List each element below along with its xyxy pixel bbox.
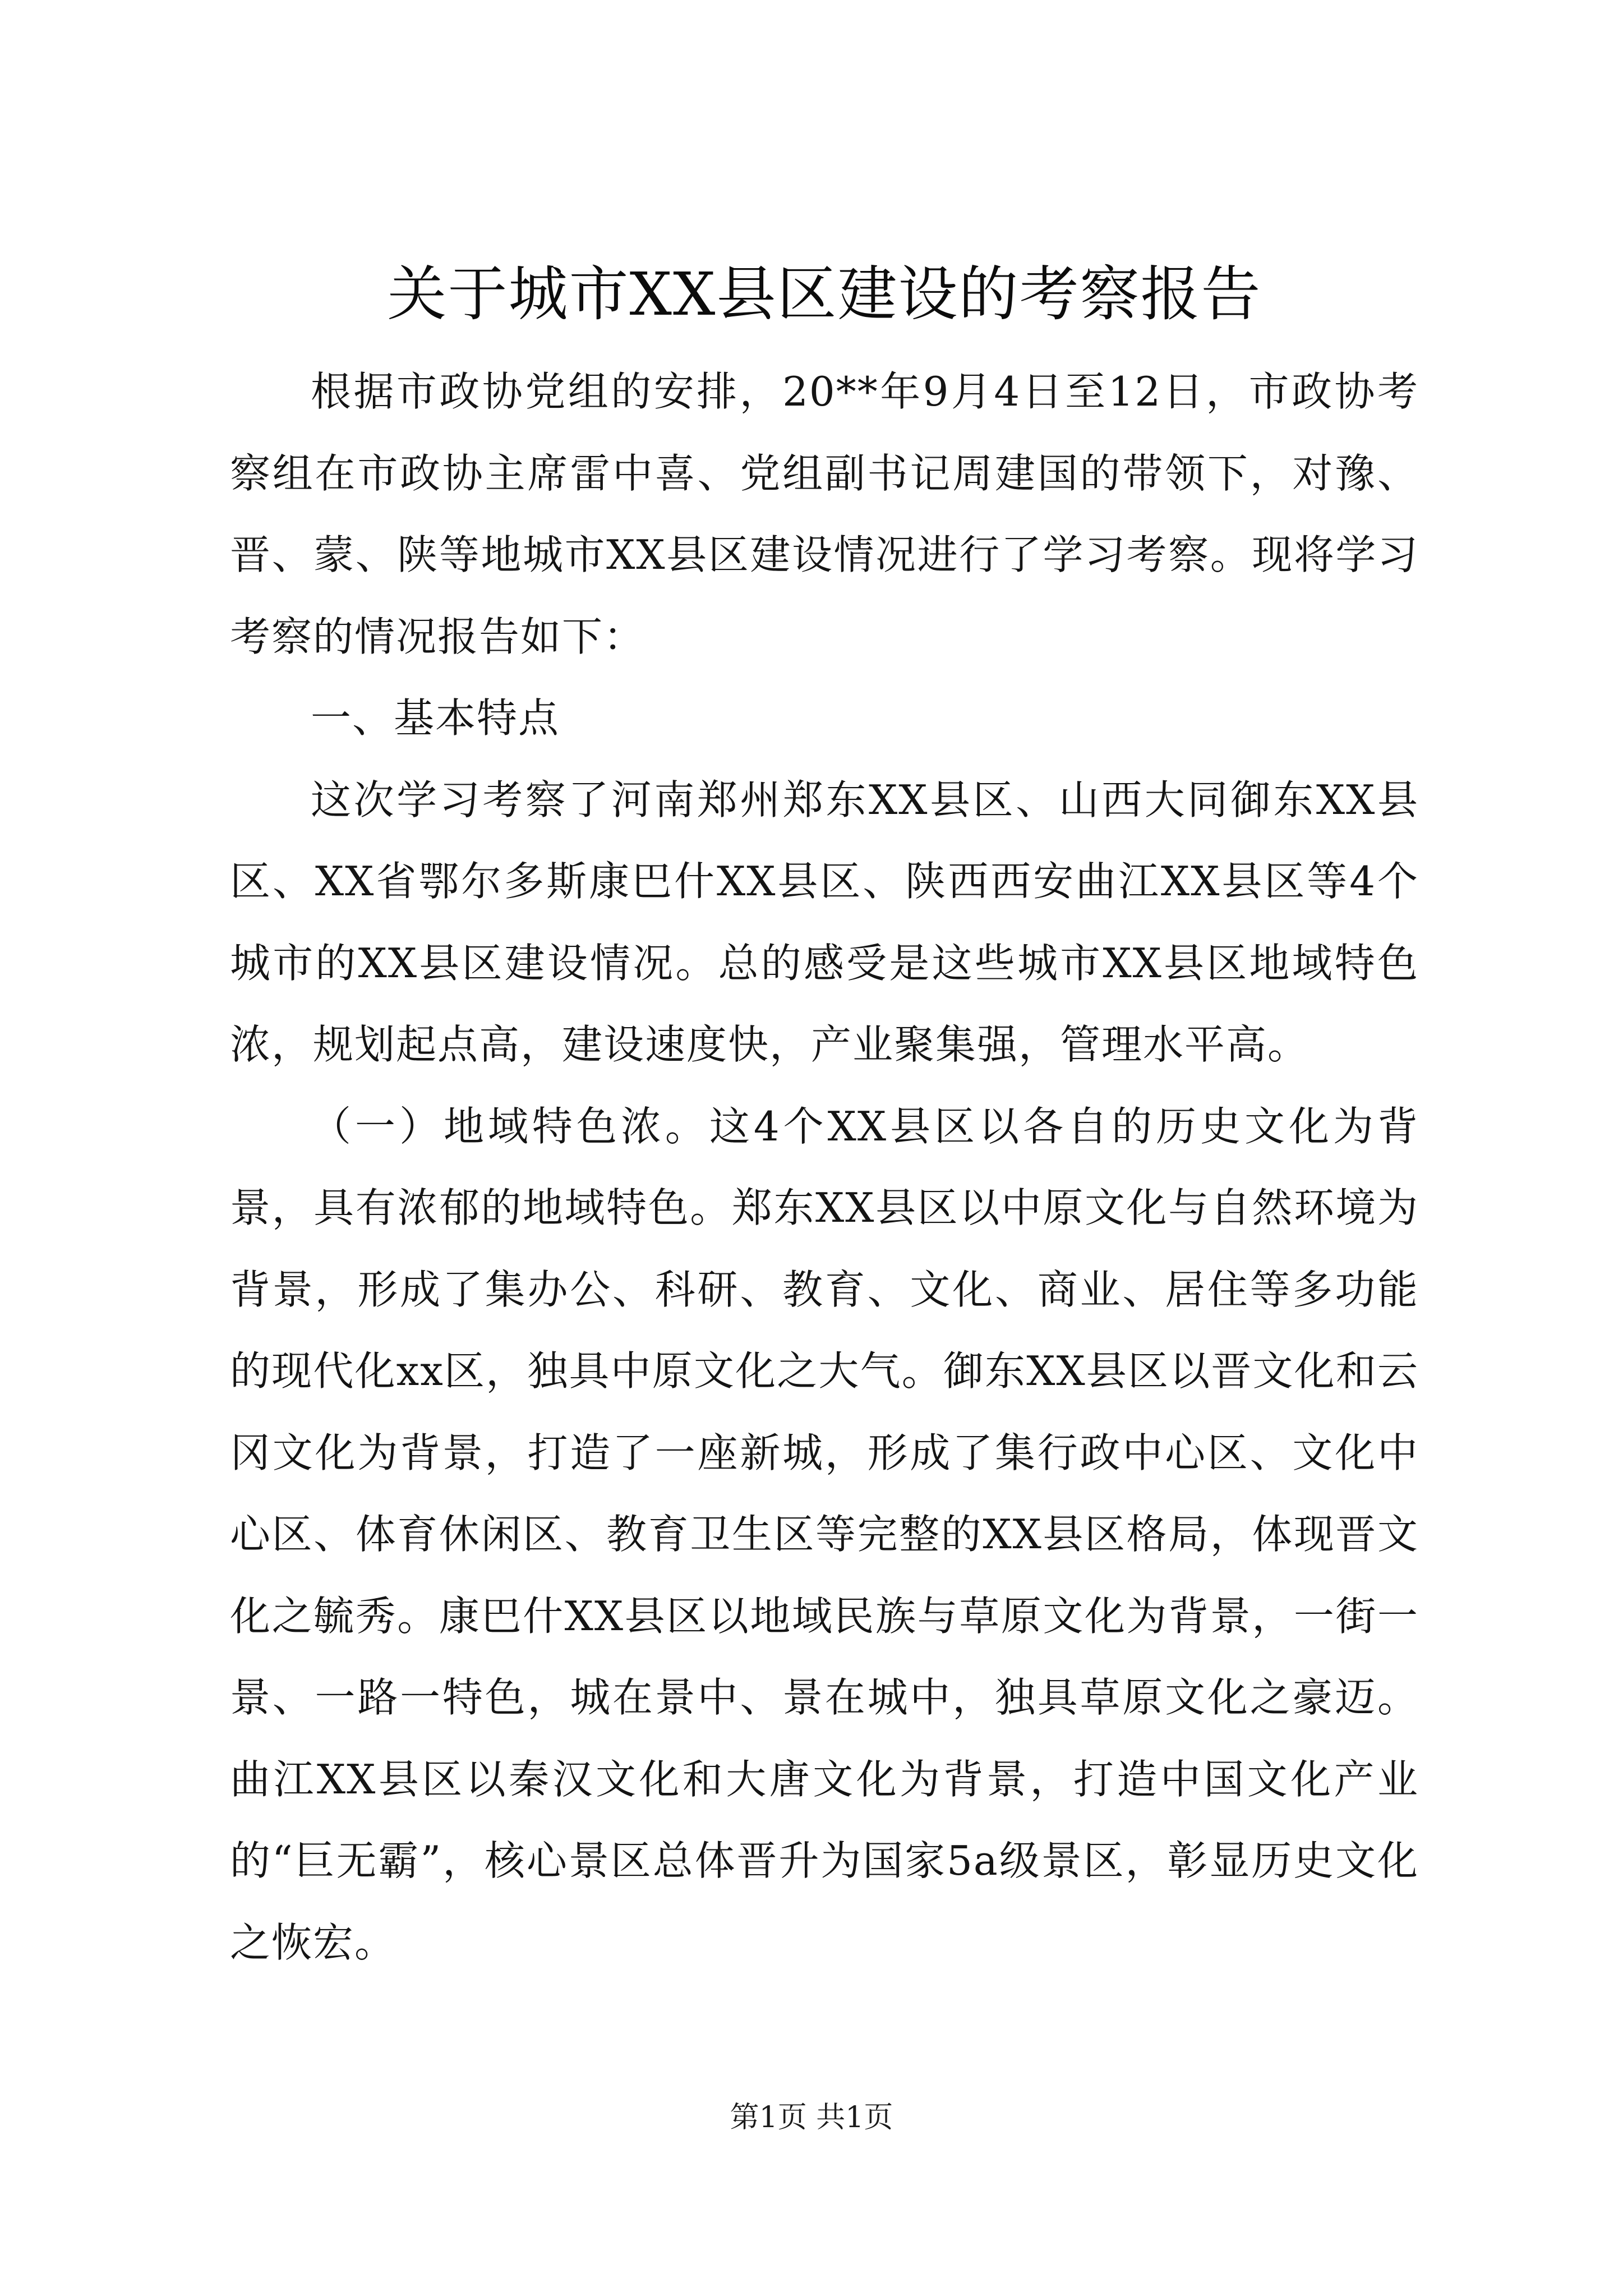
document-title: 关于城市XX县区建设的考察报告 [387,260,1262,329]
overview-paragraph: 这次学习考察了河南郑州郑东XX县区、山西大同御东XX县区、XX省鄂尔多斯康巴什XX县区、陕西西安曲江XX县区等4个城市的XX县区建设情况。总的感受是这些城市XX县区地域特色浓，规划起点高，建设速度快，产业聚集强，管理水平高。 [230,776,1419,1068]
regional-features-paragraph: （一）地域特色浓。这4个XX县区以各自的历史文化为背景，具有浓郁的地域特色。郑东XX县区以中原文化与自然环境为背景，形成了集办公、科研、教育、文化、商业、居住等多功能的现代化xx区，独具中原文化之大气。御东XX县区以晋文化和云冈文化为背景，打造了一座新城，形成了集行政中心区、文化中心区、体育休闲区、教育卫生区等完整的XX县区格局，体现晋文化之毓秀。康巴什XX县区以地域民族与草原文化为背景，一街一景、一路一特色，城在景中、景在城中，独具草原文化之豪迈。曲江XX县区以秦汉文化和大唐文化为背景，打造中国文化产业的“巨无霸”，核心景区总体晋升为国家5a级景区，彰显历史文化之恢宏。 [230,1102,1419,1966]
page-footer: 第1页 共1页 [730,2101,893,2134]
section-heading-basic-features: 一、基本特点 [311,694,560,742]
intro-paragraph: 根据市政协党组的安排，20**年9月4日至12日，市政协考察组在市政协主席雷中喜、党组副书记周建国的带领下，对豫、晋、蒙、陕等地城市XX县区建设情况进行了学习考察。现将学习考察的情况报告如下： [230,368,1419,660]
document-body [230,252,1419,1984]
